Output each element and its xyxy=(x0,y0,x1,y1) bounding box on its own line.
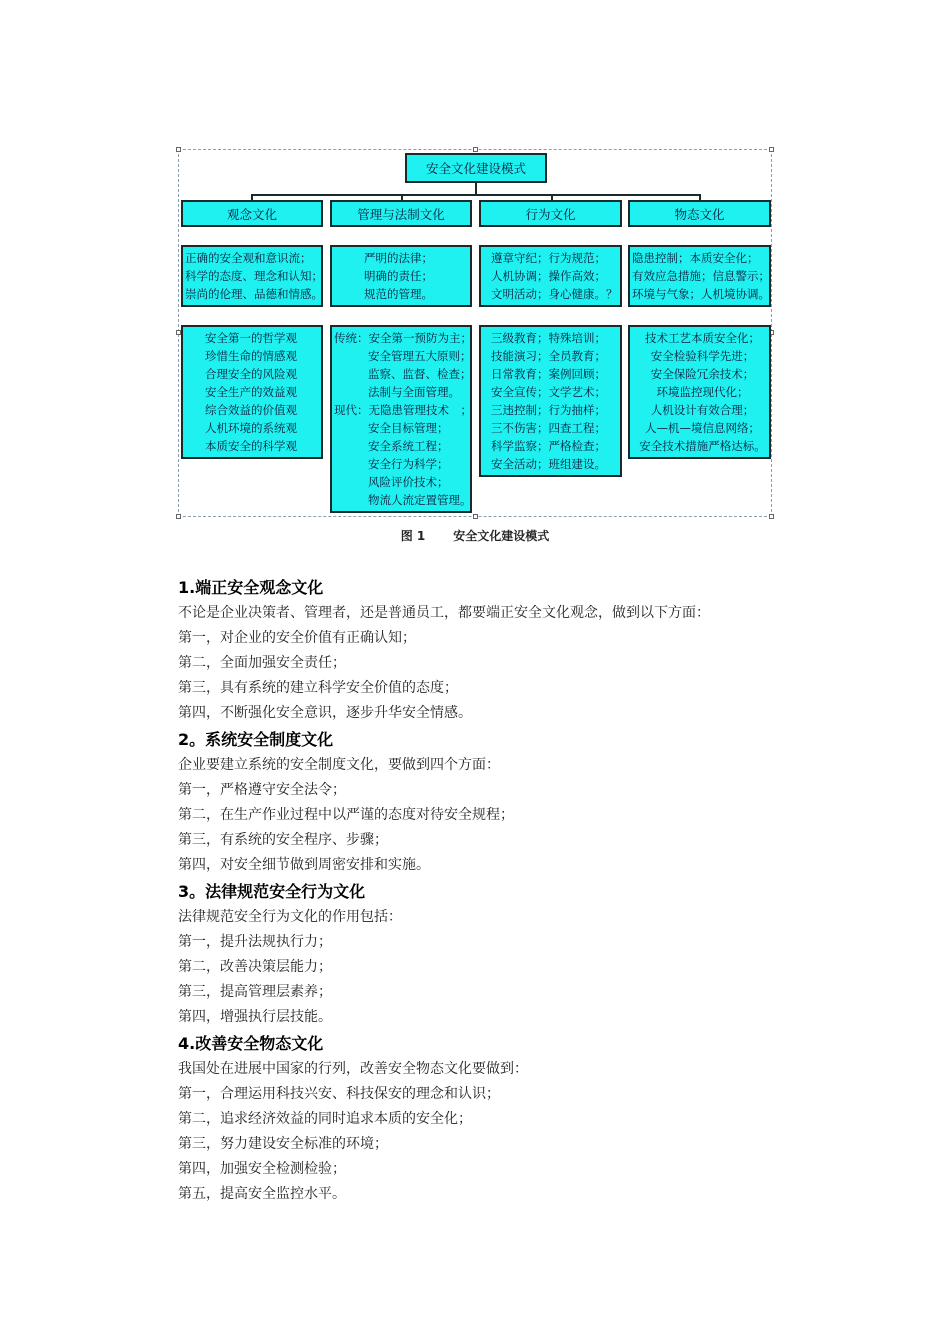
paragraph: 第二，追求经济效益的同时追求本质的安全化； xyxy=(178,1111,472,1127)
principles-box-concept: 正确的安全观和意识流； 科学的态度、理念和认知； 崇尚的伦理、品德和情感。 xyxy=(181,245,323,307)
section-heading: 2。系统安全制度文化 xyxy=(178,730,334,749)
paragraph: 第三，具有系统的建立科学安全价值的态度； xyxy=(178,680,458,696)
paragraph: 第四，不断强化安全意识，逐步升华安全情感。 xyxy=(178,705,472,721)
figure-caption-text: 安全文化建设模式 xyxy=(453,529,550,543)
paragraph: 第三，有系统的安全程序、步骤； xyxy=(178,832,388,848)
paragraph: 第二，改善决策层能力； xyxy=(178,959,332,975)
column-header-management: 管理与法制文化 xyxy=(330,200,472,227)
document-body xyxy=(178,574,898,1207)
safety-culture-diagram xyxy=(178,149,772,517)
paragraph: 不论是企业决策者、管理者，还是普通员工，都要端正安全文化观念，做到以下方面： xyxy=(178,605,710,621)
paragraph: 第三，提高管理层素养； xyxy=(178,984,332,1000)
items-box-management: 传统：安全第一预防为主； 安全管理五大原则； 监察、监督、检查； 法制与全面管理。 现代：无隐患管理技术 ； 安全目标管理； 安全系统工程； 安全行为科学； 风险评价技术； 物流人流定置管理。 xyxy=(330,325,472,513)
paragraph: 第四，增强执行层技能。 xyxy=(178,1009,332,1025)
figure-caption-label: 图 1 xyxy=(400,529,426,543)
paragraph: 第二，全面加强安全责任； xyxy=(178,655,346,671)
column-header-material: 物态文化 xyxy=(628,200,771,227)
column-header-behavior: 行为文化 xyxy=(479,200,622,227)
paragraph: 法律规范安全行为文化的作用包括： xyxy=(178,909,402,925)
section-heading: 3。法律规范安全行为文化 xyxy=(178,882,366,901)
figure-caption xyxy=(0,527,950,544)
paragraph: 第一，严格遵守安全法令； xyxy=(178,782,346,798)
items-box-behavior: 三级教育；特殊培训； 技能演习；全员教育； 日常教育；案例回顾； 安全宣传；文学艺术； 三违控制；行为抽样； 三不伤害；四查工程； 科学监察；严格检查； 安全活动；班组建设。 xyxy=(479,325,622,477)
paragraph: 第一，对企业的安全价值有正确认知； xyxy=(178,630,416,646)
section-heading: 4.改善安全物态文化 xyxy=(178,1034,324,1053)
section-heading: 1.端正安全观念文化 xyxy=(178,578,324,597)
principles-box-management: 严明的法律； 明确的责任； 规范的管理。 xyxy=(330,245,472,307)
paragraph: 第五，提高安全监控水平。 xyxy=(178,1186,346,1202)
column-header-concept: 观念文化 xyxy=(181,200,323,227)
paragraph: 第四，对安全细节做到周密安排和实施。 xyxy=(178,857,430,873)
paragraph: 第一，提升法规执行力； xyxy=(178,934,332,950)
paragraph: 第二，在生产作业过程中以严谨的态度对待安全规程； xyxy=(178,807,514,823)
principles-box-material: 隐患控制；本质安全化； 有效应急措施；信息警示； 环境与气象；人机境协调。 xyxy=(628,245,771,307)
paragraph: 企业要建立系统的安全制度文化，要做到四个方面： xyxy=(178,757,500,773)
items-box-material: 技术工艺本质安全化； 安全检验科学先进； 安全保险冗余技术； 环境监控现代化； 人机设计有效合理； 人—机—境信息网络； 安全技术措施严格达标。 xyxy=(628,325,771,459)
items-box-concept: 安全第一的哲学观 珍惜生命的情感观 合理安全的风险观 安全生产的效益观 综合效益的价值观 人机环境的系统观 本质安全的科学观 xyxy=(181,325,323,459)
principles-box-behavior: 遵章守纪；行为规范； 人机协调；操作高效； 文明活动；身心健康。？ xyxy=(479,245,622,307)
paragraph: 第四，加强安全检测检验； xyxy=(178,1161,346,1177)
diagram-root-box: 安全文化建设模式 xyxy=(405,153,547,183)
paragraph: 第一，合理运用科技兴安、科技保安的理念和认识； xyxy=(178,1086,500,1102)
paragraph: 第三，努力建设安全标准的环境； xyxy=(178,1136,388,1152)
paragraph: 我国处在进展中国家的行列，改善安全物态文化要做到： xyxy=(178,1061,528,1077)
